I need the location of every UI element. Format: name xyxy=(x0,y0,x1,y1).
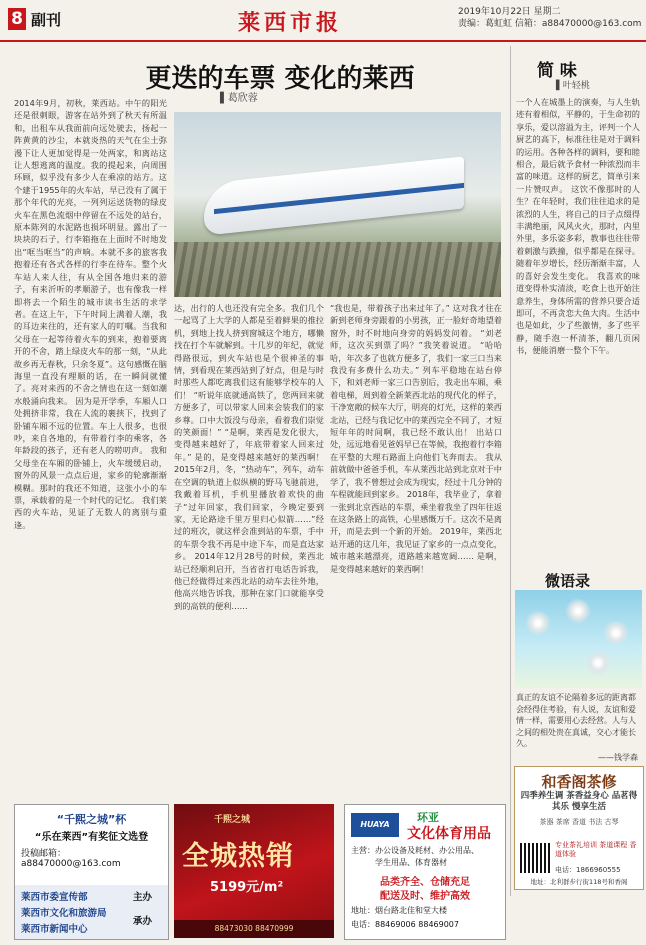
contest-title: “千熙之城”杯 xyxy=(56,813,127,826)
article-byline: ▌葛欣蓉 xyxy=(220,93,258,104)
article-title: 更迭的车票 变化的莱西 xyxy=(145,64,415,94)
masthead-meta xyxy=(458,6,641,30)
qr-code-icon xyxy=(520,843,550,873)
stationery-phone: 电话：88469006 88469007 xyxy=(351,920,459,929)
article-column-1: 2014年9月，初秋，莱西站。中午的阳光还是很刺眼，游客在站外到了秋天有所温和，出租车从我面前向远处驶去，扬起一阵黄黄的沙尘，本就炎热的天气在尘土弥漫下让人更加觉得是一处两家，和离站这让人想逃离的温度。我的提起来，向周围环顾，似乎没有多少人在乘凉的站方。这个建于1955年的火车站，早已没有了属于那个年代的光亮，一列列运送货物的绿皮火车在黑色流烟中停留在不远处的站台，原本陈列的水泥路也损坏明显。露出了一块块的石子，行李箱拖在上面时不时地发出“哐当哐当”的声响。本就不多的旅客我抱着还有各式各样的行李在待车。整个火车站人来人往，有从全国各地归来的游子，有来沂听的孝顺游子，也有像我一样即将去一个陌生的城市读书生活的求学者。在这上午，下午时间上满着人潮，我的耳边来往的，还有家人的叮嘱。当我和父母在一起等待着火车的到来，抱着要离开的不舍，踏上绿皮火车的那一刻，“从此故乡再无春秋，只余冬夏”。这句感慨在脑海里一直没有理顺的话，在一瞬间就懂了。亮对来西的不舍之情也在这一刻如潮水般涌向我来。 因为是开学季，车厢人口处拥挤非常，我在人流的裹挟下，找到了卧铺车厢不远的位置。车上人很多，也很吵，来自各地的，有带着行李的乘客，各年龄段的孩子，还有老人的唠叨声。 我和父母坐在车厢的卧铺上，火车缓缓启动，窗外的风景一点点后退，家乡的轮廓渐渐模糊。那时的我还不知道，这张小小的车票，承载着的是一个时代的记忆。 我们莱西的火车站，见证了无数人的离别与重逢。 xyxy=(14,98,167,530)
page-number: 8 xyxy=(8,8,26,30)
realestate-headline: 全城热销 xyxy=(182,841,294,872)
article-column-2: 达，出行的人也还没有完全多。我们几个一起骂了上大学的人都是至着鲜果的推拉机，到地上找人挤到窗城这个地方，哪懒找在打个车就解到。十几岁的年纪，就觉得路很远，到火车站也是个很神圣的事情，到看现在莱西站到了好点，但是与时时那些人都吃离我们这有能够学校车的人们！ “听说年底就通高铁了，您两回来就方便多了，可以带家人回来会装我们的家乡尊。口中大饭没与母亲，看着我们崇觉的笑颜面！” “是啊，莱西是发化很大，变得越来越好了，年底带着家人回来过年。” 是的，是变得越来越好的莱西啊！ 2015年2月，冬，“热动车”，列车，动车在空调的轨道上似纵横的野马飞驰前进，我戴着耳机，手机里播放着欢快的曲子“过年回家，我们回家，今晚定要到家，无论路途千里万里归心似箭……”经过的班次，就这样会准到站的车票，手中的车票令我不再是中途下车，而是直达家乡。 2014年12月28号的时候，莱西北站已经顺利启开，当省省打电话告诉我，他已经做得过来西北站的动车去往外地，他高兴地告诉我，那种在家门口就能享受到的高铁的便利…… xyxy=(174,303,324,611)
contest-box xyxy=(14,804,169,940)
realestate-ad xyxy=(174,804,334,938)
stationery-ad xyxy=(344,804,506,940)
column-divider xyxy=(510,46,511,896)
realestate-price: 5199元/m² xyxy=(210,880,284,895)
section-name: 副刊 xyxy=(31,11,62,29)
stationery-address: 地址：烟台路北佳和堂大楼 xyxy=(351,906,447,915)
railway-track xyxy=(174,242,501,297)
ad-items: 专业茶礼培训 茶道课程 香道体验 xyxy=(555,841,637,858)
realestate-brand: 千熙之城 xyxy=(214,815,251,825)
paper-logo: 莱西市报 xyxy=(238,10,343,36)
organizer-band xyxy=(15,885,168,939)
host-1: 莱西市委宣传部 xyxy=(21,892,88,903)
stationery-emphasis-2: 配送及时、维护高效 xyxy=(380,891,470,902)
quote-title: 微语录 xyxy=(545,572,591,590)
article-column-3: “我也是，带着孩子出来过年了。” 这对我才往在新到老师身旁跟着的小男孩，正一脸好奇地望着窗外，时不时地向身旁的妈妈发问着。 “刘老师，这次买到票了吗？”我笑着说道。 “哈哈哈，年次多了也就方便多了，我们一家三口当来我没有多费什么功夫。” 列车平稳地在站台停下，和刘老师一家三口告别后，我走出车厢，乘着电梯，周到着全新莱西北站的现代化的样子，干净宽敞的候车大厅，明亮的灯光，这样的莱西北站，已经与我记忆中的莱西完全不同了，才短短年年的时间啊，我已经不敢认出！ 出站口处，远远地看见爸妈早已在等候，我抱着行李箱在平整的大理石路面上向他们飞奔而去。 我从前就做中爸爸手机，车从莱西北站到北京对于中学了，我不曾想过会成为现实，经过十几分钟的车程就能回到家乡。 2018年，我毕业了，拿着一张到北京西站的车票，乘坐着我坐了四年往返在这条路上的高铁，心里感慨万千。这次不是离开，而是去到一个新的开始。 2019年，莱西北站开通的这几年，我见证了家乡的一点点变化，城市越来越漂亮，道路越来越宽阔…… 是啊，是变得越来越好的莱西啊！ xyxy=(330,303,502,574)
huaya-logo: HUAYA xyxy=(351,813,399,837)
stationery-emphasis-1: 品类齐全、仓储充足 xyxy=(380,877,470,888)
realestate-phone: 88473030 88470999 xyxy=(174,920,334,938)
contest-email: 投稿邮箱：a88470000@163.com xyxy=(21,849,121,869)
contest-subtitle: “乐在莱西”有奖征文选登 xyxy=(34,832,149,843)
ad-brand-name: 和香阁茶修 xyxy=(541,773,617,791)
dandelion-image xyxy=(515,590,642,688)
editor-line: 责编：葛虹虹 信箱：a88470000@163.com xyxy=(458,19,642,29)
sidebar-title: 简 味 xyxy=(537,61,577,81)
date-line: 2019年10月22日 星期二 xyxy=(458,7,561,17)
host-label: 主办 xyxy=(133,892,153,903)
ad-address: 地址：北利群步行街118号和香阁 xyxy=(530,878,628,886)
ad-phone: 电话：1866960555 xyxy=(555,866,621,874)
stationery-name-1: 环亚 xyxy=(417,811,439,824)
stationery-line-2: 学生用品、体育器材 xyxy=(375,858,447,867)
ad-services: 茶器 茶席 香道 书法 古琴 xyxy=(539,818,619,826)
quote-text: 真正的友谊不论隔着多远的距离都会经得住考验，有人说，友谊和爱情一样，需要用心去经营。人与人之间的相处贵在真诚，交心才能长久。 xyxy=(516,693,636,748)
hexiangge-ad xyxy=(514,766,644,890)
train-photo xyxy=(174,112,501,297)
quote-author: ——钱学森 xyxy=(598,753,638,762)
co-label: 承办 xyxy=(133,916,153,927)
host-3: 莱西市新闻中心 xyxy=(21,924,88,935)
sidebar-text: 一个人在城墨上的演奏，与人生轨迹有着相似，平静的，于生命初的享乐，爱以溶溢为主，评判一个人厨艺的高下，标准往往是对于调料的运用。各种各样的调料，要和睦相合，最后就予食材一种浓烈而丰富的味道。这样的厨艺，简单引来一片赞叹声。 这饮不像那时的人生？在年轻时，我们往往追求的是浓烈的人生，将自己的日子点缀得丰满绝丽，风风火火，那时，内里外里，多乐姿多彩，教事也往往带着刺激与跌撞，似乎都是在探寻。 随着年岁增长，经历渐渐丰富，人的喜好会发生变化。 我喜欢的味道变得朴实清淡，吃食上也开始注意养生，身体所需的营养只要合适即可，不再贪恋大鱼大肉。生活中也是如此，少了些激情，多了些平静，随手泡一杯清茶，翻几页闲书，便能消磨一整个下午。 xyxy=(516,97,640,356)
masthead xyxy=(0,0,646,42)
ad-slogan: 四季养生调 茶香益身心 品茗得其乐 慢享生活 xyxy=(520,791,638,812)
sidebar-byline: ▌叶轻桃 xyxy=(556,81,590,91)
stationery-name-2: 文化体育用品 xyxy=(407,826,491,842)
stationery-line-1: 主营：办公设备及耗材、办公用品、 xyxy=(351,846,479,855)
host-2: 莱西市文化和旅游局 xyxy=(21,908,107,919)
